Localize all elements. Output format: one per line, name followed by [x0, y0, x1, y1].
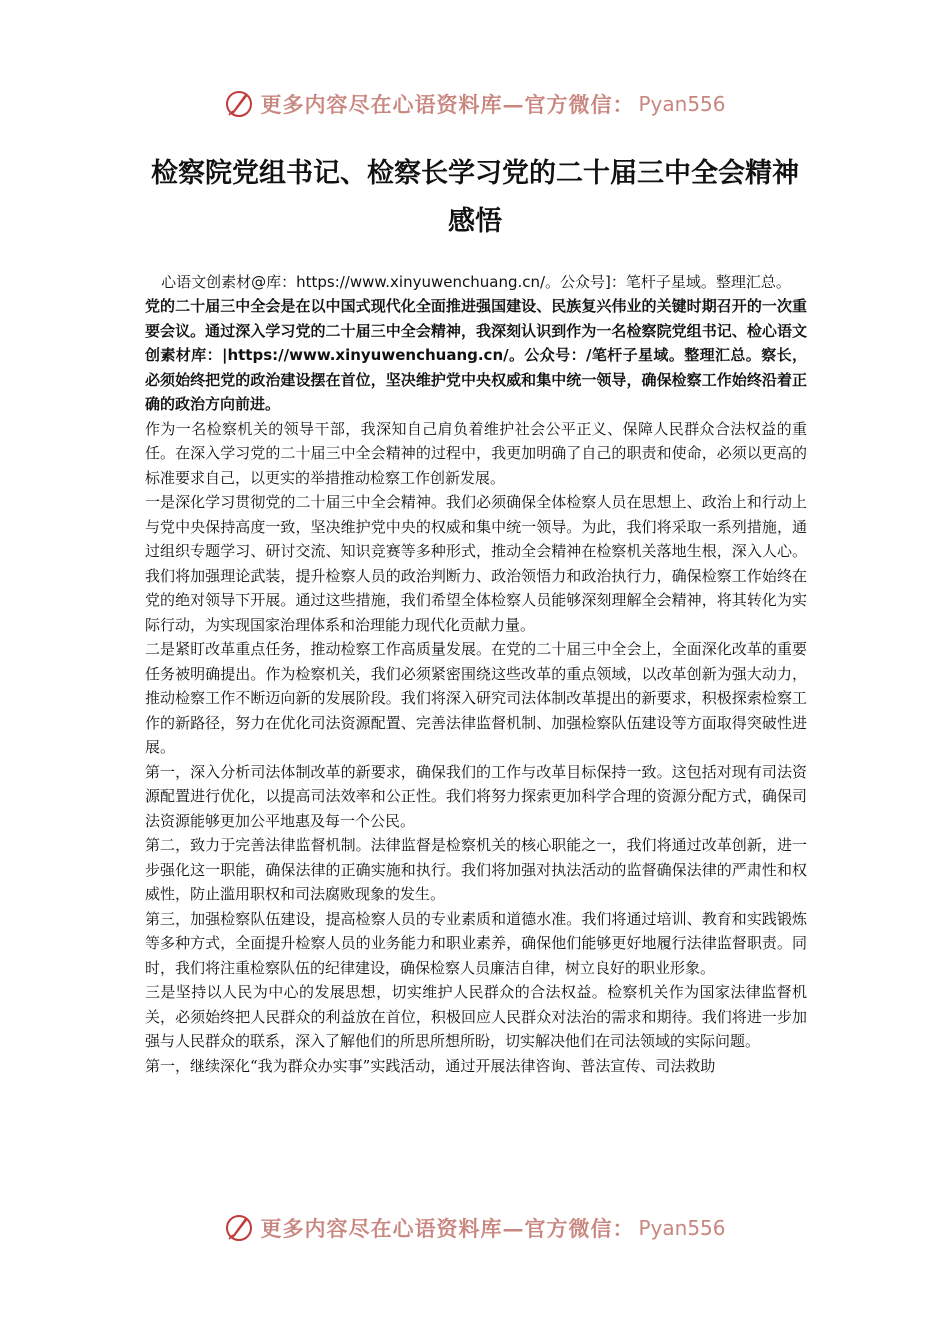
paragraph: 作为一名检察机关的领导干部，我深知自己肩负着维护社会公平正义、保障人民群众合法权益的重任。在深入学习党的二十届三中全会精神的过程中，我更加明确了自己的职责和使命，必须以更高的标准要求自己，以更实的举措推动检察工作创新发展。	[145, 419, 807, 487]
paragraph: 二是紧盯改革重点任务，推动检察工作高质量发展。在党的二十届三中全会上，全面深化改革的重要任务被明确提出。作为检察机关，我们必须紧密围绕这些改革的重点领域，以改革创新为强大动力，推动检察工作不断迈向新的发展阶段。我们将深入研究司法体制改革提出的新要求，积极探索检察工作的新路径，努力在优化司法资源配置、完善法律监督机制、加强检察队伍建设等方面取得突破性进展。	[145, 640, 807, 756]
paragraph: 第一，深入分析司法体制改革的新要求，确保我们的工作与改革目标保持一致。这包括对现有司法资源配置进行优化，以提高司法效率和公正性。我们将努力探索更加科学合理的资源分配方式，确保司法资源能够更加公平地惠及每一个公民。	[145, 762, 807, 830]
paragraph: 第三，加强检察队伍建设，提高检察人员的专业素质和道德水准。我们将通过培训、教育和实践锻炼等多种方式，全面提升检察人员的业务能力和职业素养，确保他们能够更好地履行法律监督职责。同时，我们将注重检察队伍的纪律建设，确保检察人员廉洁自律，树立良好的职业形象。	[145, 909, 807, 977]
quill-pen-icon	[224, 1213, 254, 1243]
source-line: 心语文创素材@库：https://www.xinyuwenchuang.cn/。公众号]：笔杆子星域。整理汇总。	[161, 273, 791, 291]
quill-pen-icon	[224, 89, 254, 119]
lead-paragraph: 党的二十届三中全会是在以中国式现代化全面推进强国建设、民族复兴伟业的关键时期召开的一次重要会议。通过深入学习党的二十届三中全会精神，我深刻认识到作为一名检察院党组书记、检心语文创素材库：|https://www.xinyuwenchuang.cn/。公众号：/笔杆子星域。整理汇总。察长，必须始终把党的政治建设摆在首位，坚决维护党中央权威和集中统一领导，确保检察工作始终沿着正确的政治方向前进。	[145, 297, 807, 413]
page-title: 检察院党组书记、检察长学习党的二十届三中全会精神感悟	[151, 158, 799, 237]
banner-handle: Pyan556	[638, 92, 726, 116]
banner-text: 更多内容尽在心语资料库—官方微信：	[260, 92, 635, 117]
footer-banner	[0, 1208, 950, 1248]
paragraph: 三是坚持以人民为中心的发展思想，切实维护人民群众的合法权益。检察机关作为国家法律监督机关，必须始终把人民群众的利益放在首位，积极回应人民群众对法治的需求和期待。我们将进一步加强与人民群众的联系，深入了解他们的所思所想所盼，切实解决他们在司法领域的实际问题。	[145, 983, 807, 1050]
header-banner	[0, 84, 950, 124]
paragraph: 一是深化学习贯彻党的二十届三中全会精神。我们必须确保全体检察人员在思想上、政治上和行动上与党中央保持高度一致，坚决维护党中央的权威和集中统一领导。为此，我们将采取一系列措施，通过组织专题学习、研讨交流、知识竞赛等多种形式，推动全会精神在检察机关落地生根，深入人心。我们将加强理论武装，提升检察人员的政治判断力、政治领悟力和政治执行力，确保检察工作始终在党的绝对领导下开展。通过这些措施，我们希望全体检察人员能够深刻理解全会精神，将其转化为实际行动，为实现国家治理体系和治理能力现代化贡献力量。	[145, 493, 807, 634]
document-body	[145, 270, 807, 1078]
paragraph: 第二，致力于完善法律监督机制。法律监督是检察机关的核心职能之一，我们将通过改革创新，进一步强化这一职能，确保法律的正确实施和执行。我们将加强对执法活动的监督确保法律的严肃性和权威性，防止滥用职权和司法腐败现象的发生。	[145, 836, 807, 903]
banner-handle: Pyan556	[638, 1216, 726, 1240]
paragraph: 第一，继续深化“我为群众办实事”实践活动，通过开展法律咨询、普法宣传、司法救助	[145, 1056, 716, 1075]
banner-text: 更多内容尽在心语资料库—官方微信：	[260, 1216, 635, 1241]
